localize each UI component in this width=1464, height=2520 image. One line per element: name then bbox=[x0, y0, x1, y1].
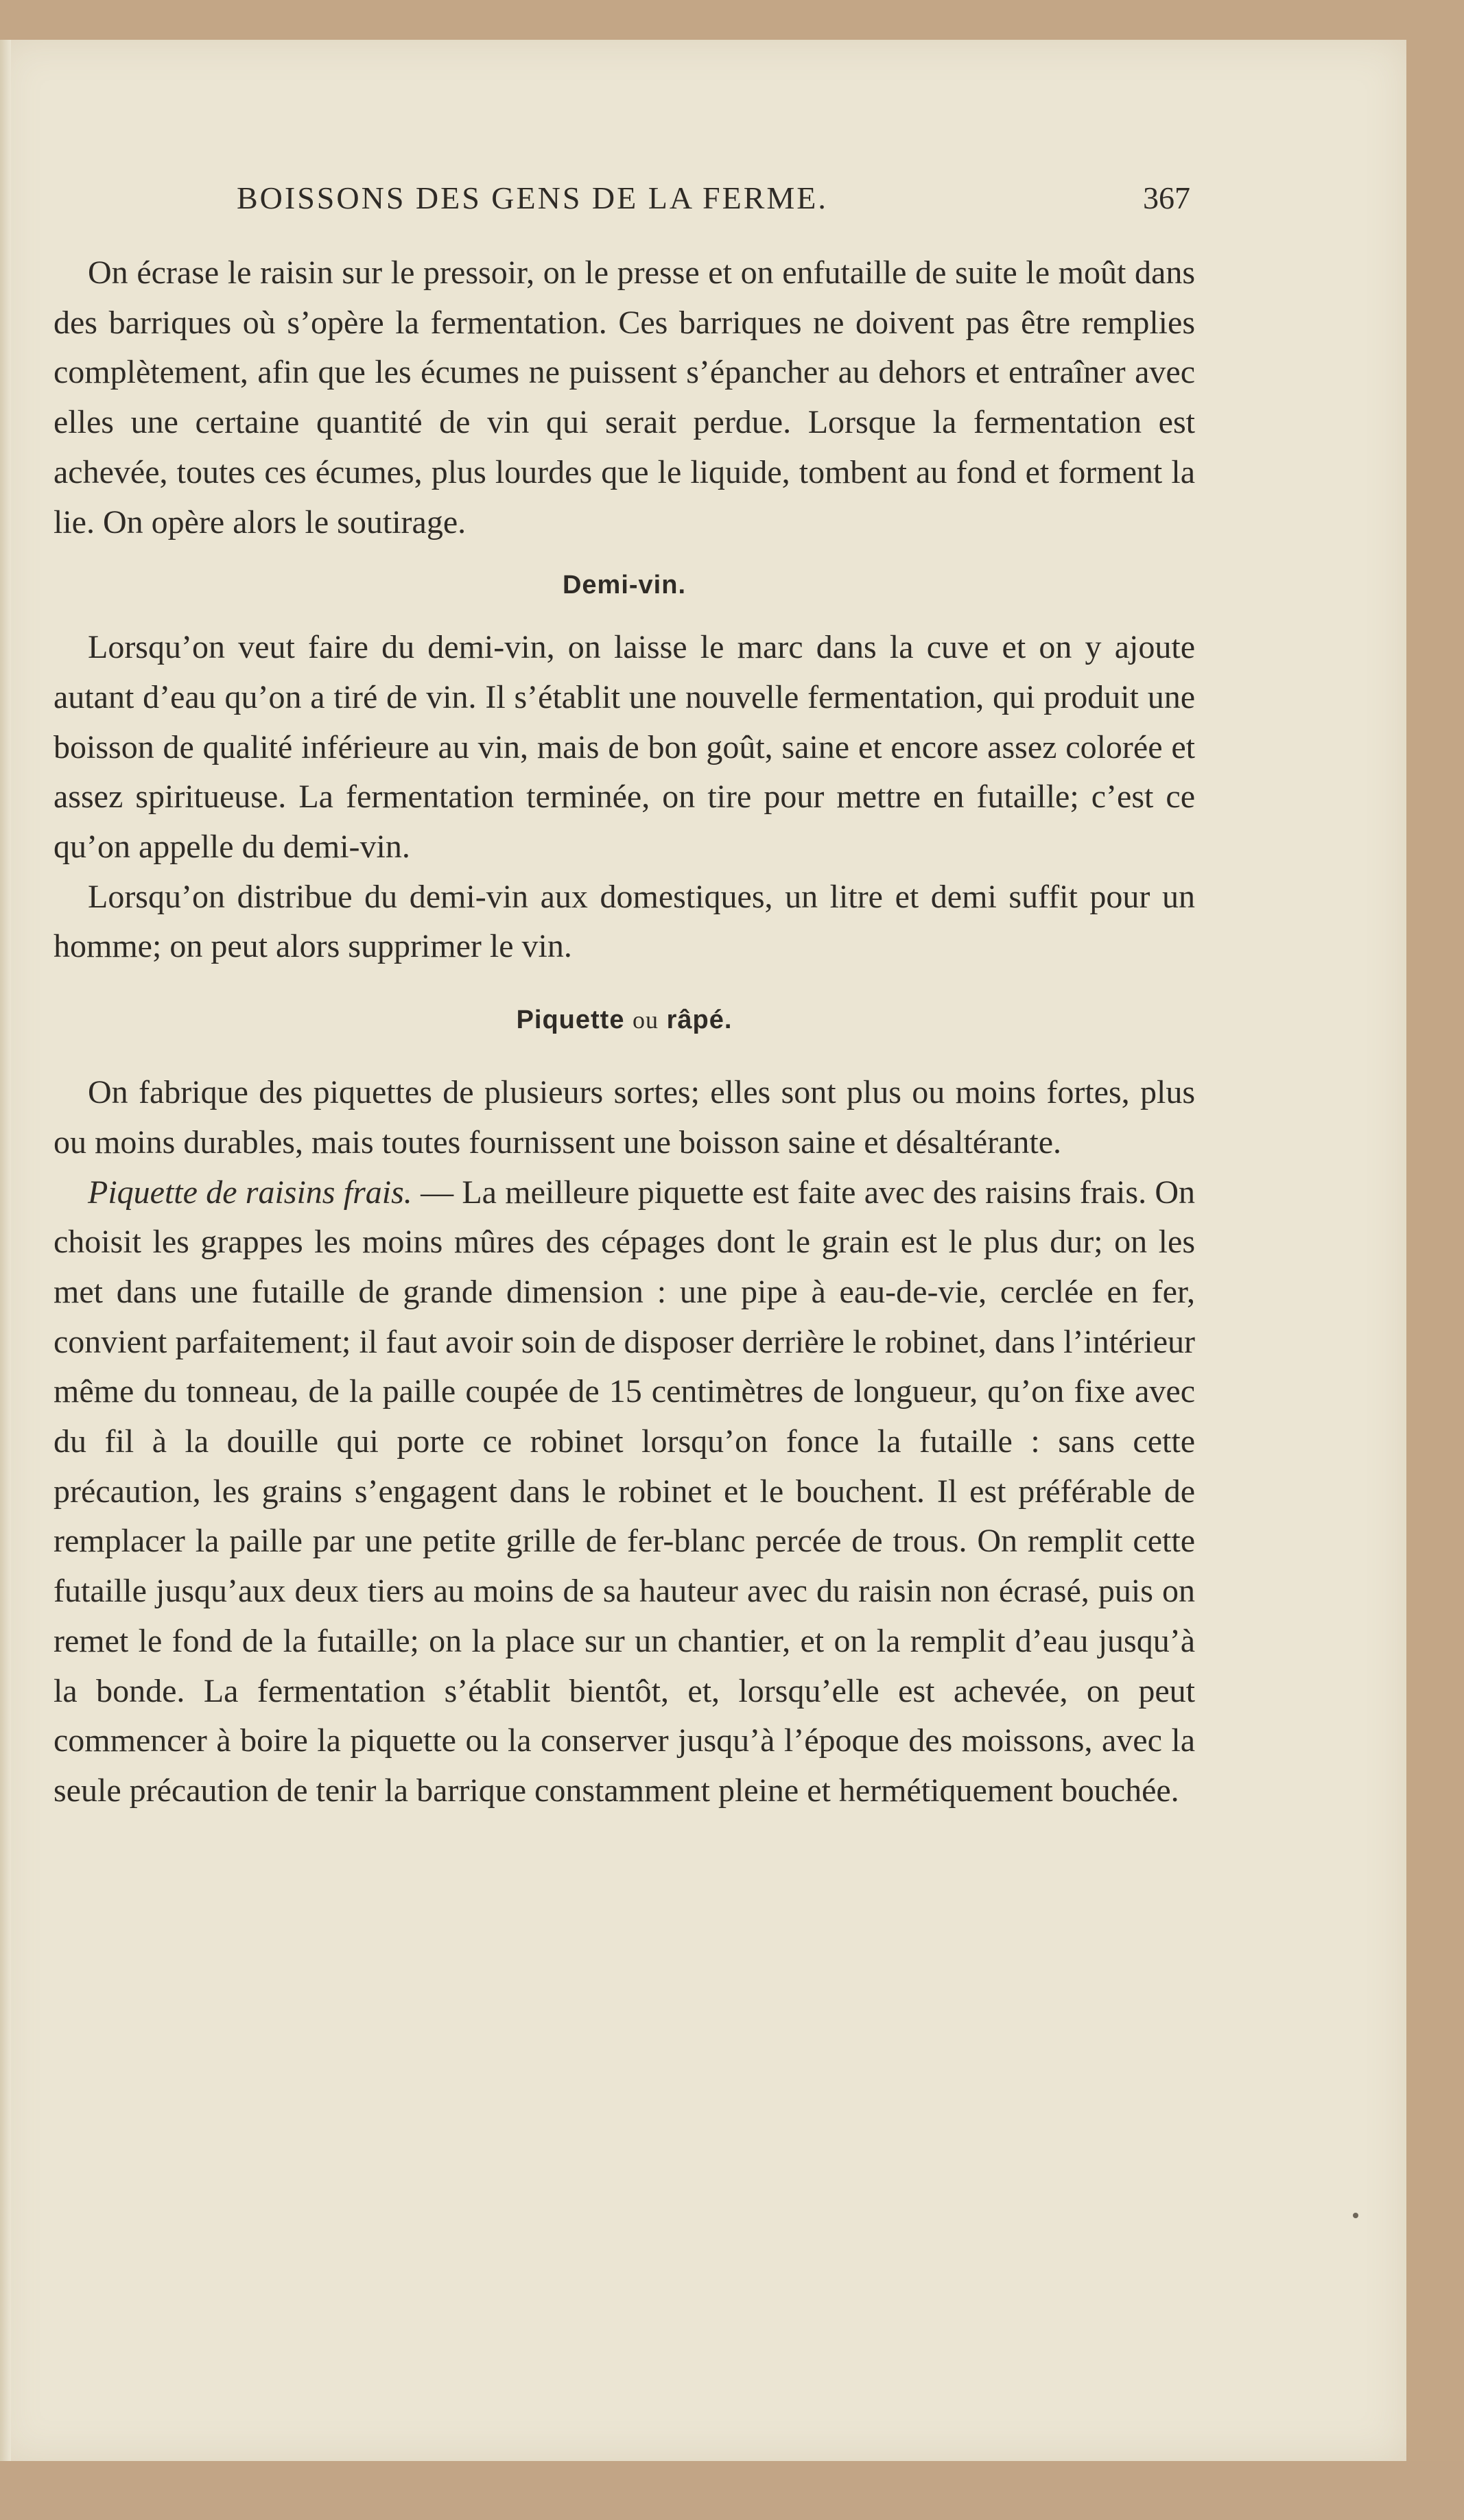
heading-piquette-rape: râpé. bbox=[666, 1006, 733, 1035]
heading-demi-vin: Demi-vin. bbox=[562, 571, 687, 600]
running-head bbox=[237, 180, 1190, 228]
scan-background-strip bbox=[0, 2461, 1464, 2520]
paragraph-distribution: Lorsqu’on distribue du demi-vin aux domestiques, un litre et demi suffit pour un homme; on peut alors supprimer le vin. bbox=[54, 878, 1195, 965]
raisins-frais-text: — La meilleure piquette est faite avec des raisins frais. On choisit les grappes les moins mûres des cépages dont le grain est le plus dur; on les met dans une futaille de grande dimension : une pipe à eau-de-vie, cerclée en fer, convient parfaitement; il faut avoir soin de disposer derrière le robinet, dans l’intérieur même du tonneau, de la paille coupée de 15 centimètres de longueur, qu’on fixe avec du fil à la douille qui porte ce robinet lorsqu’on fonce la futaille : sans cette précaution, les grains s’engagent dans le robinet et le bouchent. Il est préférable de remplacer la paille par une petite grille de fer-blanc percée de trous. On remplit cette futaille jusqu’aux deux tiers au moins de sa hauteur avec du raisin non écrasé, puis on remet le fond de la futaille; on la place sur un chantier, et on la remplit d’eau jusqu’à la bonde. La fermentation s’établit bientôt, et, lorsqu’elle est achevée, on peut commencer à boire la piquette ou la conserver jusqu’à l’époque des moissons, avec la seule précaution de tenir la barrique constamment pleine et hermétiquement bouchée. bbox=[54, 1174, 1195, 1809]
heading-piquette-word: Piquette bbox=[516, 1006, 625, 1035]
paragraph-pressoir: On écrase le raisin sur le pressoir, on le presse et on enfutaille de suite le moût dans des barriques où s’opère la fermentation. Ces barriques ne doivent pas être remplies complètement, afin que les écumes ne puissent s’épancher au dehors et entraîner avec elles une certaine quantité de vin qui serait perdue. Lorsque la fermentation est achevée, toutes ces écumes, plus lourdes que le liquide, tombent au fond et forment la lie. On opère alors le soutirage. bbox=[54, 254, 1195, 540]
page-body bbox=[54, 248, 1195, 1816]
heading-piquette bbox=[54, 972, 1195, 1068]
paragraph-piquettes: On fabrique des piquettes de plusieurs sortes; elles sont plus ou moins fortes, plus ou moins durables, mais toutes fournissent une boisson saine et désaltérante. bbox=[54, 1074, 1195, 1161]
page-number: 367 bbox=[1143, 180, 1190, 215]
paragraph-demi-vin: Lorsqu’on veut faire du demi-vin, on laisse le marc dans la cuve et on y ajoute autant d’eau qu’on a tiré de vin. Il s’établit une nouvelle fermentation, qui produit une boisson de qualité inférieure au vin, mais de bon goût, saine et encore assez colorée et assez spiritueuse. La fermentation terminée, on tire pour mettre en futaille; c’est ce qu’on appelle du demi-vin. bbox=[54, 629, 1195, 866]
heading-piquette-ou: ou bbox=[633, 1006, 659, 1034]
ink-speck bbox=[1353, 2213, 1358, 2218]
running-title: BOISSONS DES GENS DE LA FERME. bbox=[237, 180, 828, 215]
raisins-frais-lead: Piquette de raisins frais. bbox=[88, 1174, 412, 1211]
paragraph-raisins-frais bbox=[54, 1168, 1195, 1816]
paper-edge bbox=[0, 40, 11, 2461]
